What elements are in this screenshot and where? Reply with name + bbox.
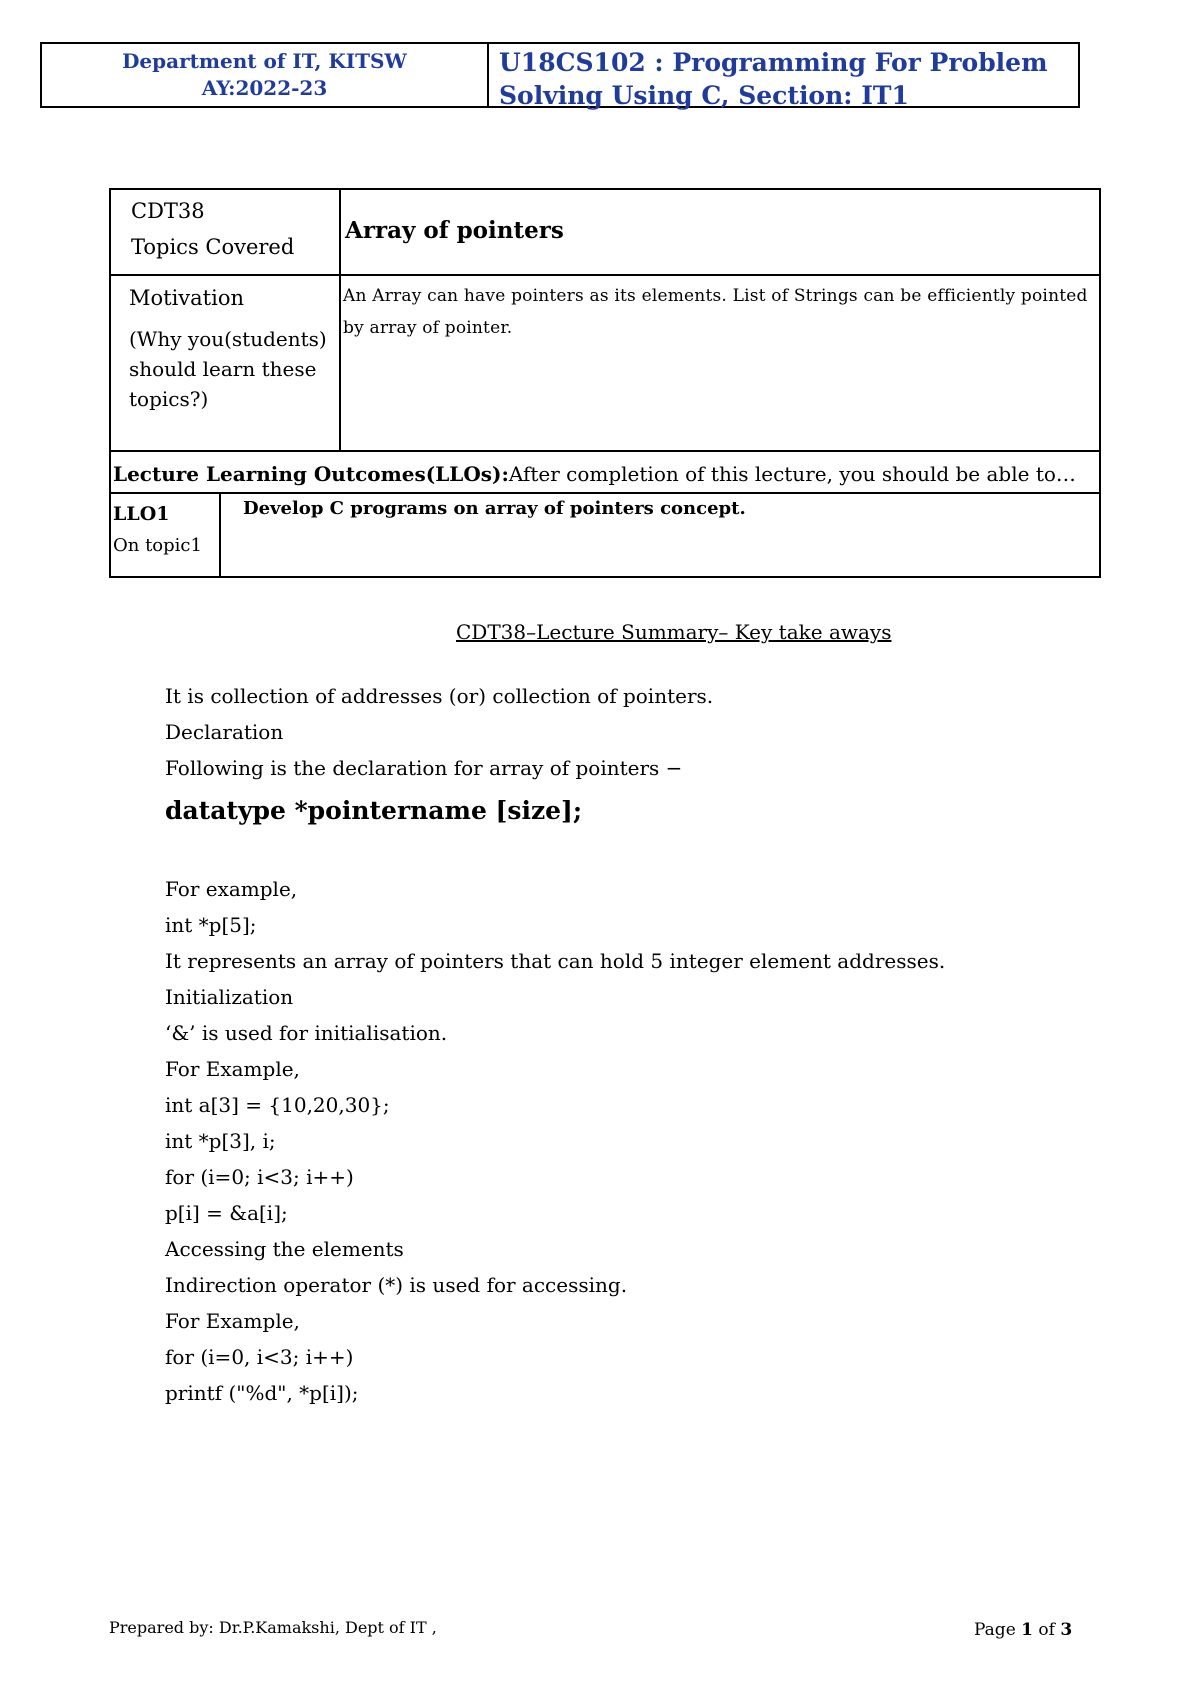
prepared-by: Prepared by: Dr.P.Kamakshi, Dept of IT , (109, 1618, 437, 1637)
llo-text: Develop C programs on array of pointers concept. (243, 498, 746, 519)
code-line: p[i] = &a[i]; (165, 1201, 288, 1225)
summary-title: CDT38–Lecture Summary– Key take aways (456, 620, 892, 644)
code-line: for (i=0, i<3; i++) (165, 1345, 354, 1369)
department-block (42, 44, 489, 106)
summary-line: Initialization (165, 985, 294, 1009)
motivation-value-cell (340, 275, 1100, 451)
course-title-line2: Solving Using C, Section: IT1 (499, 81, 909, 110)
motivation-label: Motivation (129, 286, 245, 310)
topic-row (110, 189, 1100, 275)
llo-text-cell (220, 493, 1100, 577)
page-total: 3 (1060, 1620, 1073, 1640)
course-block (489, 44, 1078, 110)
motivation-why: (Why you(students) should learn these topics?) (129, 327, 327, 411)
summary-line: For example, (165, 877, 298, 901)
code-line: int a[3] = {10,20,30}; (165, 1093, 390, 1117)
page-of-label: of (1033, 1620, 1061, 1640)
code-line: for (i=0; i<3; i++) (165, 1165, 354, 1189)
course-header (40, 42, 1080, 108)
summary-line: For Example, (165, 1309, 300, 1333)
page-label: Page (974, 1620, 1022, 1640)
summary-body (165, 678, 1065, 1411)
summary-line: It is collection of addresses (or) collection of pointers. (165, 684, 714, 708)
motivation-row (110, 275, 1100, 451)
summary-line: Declaration (165, 720, 284, 744)
llo-heading-bold: Lecture Learning Outcomes(LLOs): (113, 462, 509, 486)
code-line: printf ("%d", *p[i]); (165, 1381, 359, 1405)
page-current: 1 (1021, 1620, 1034, 1640)
page-number (974, 1620, 1072, 1640)
llo-heading-cell (110, 451, 1100, 493)
summary-blank-line (165, 833, 1065, 871)
summary-line: For Example, (165, 1057, 300, 1081)
summary-line: Following is the declaration for array of pointers − (165, 756, 683, 780)
summary-line: ‘&’ is used for initialisation. (165, 1021, 448, 1045)
code-line: int *p[5]; (165, 913, 257, 937)
llo-row (110, 493, 1100, 577)
department-name: Department of IT, KITSW (122, 49, 407, 73)
topic-table (109, 188, 1101, 578)
cdt-code: CDT38 (131, 199, 205, 223)
topics-covered-label: Topics Covered (131, 235, 295, 259)
declaration-syntax: datatype *pointername [size]; (165, 796, 583, 825)
llo-heading (111, 452, 1099, 486)
code-line: int *p[3], i; (165, 1129, 276, 1153)
llo-heading-rest: After completion of this lecture, you should be able to… (508, 462, 1076, 486)
course-title-line1: U18CS102 : Programming For Problem (499, 48, 1048, 77)
summary-line: It represents an array of pointers that can hold 5 integer element addresses. (165, 949, 946, 973)
topic-value-cell (340, 189, 1100, 275)
summary-line: Accessing the elements (165, 1237, 404, 1261)
llo-heading-row (110, 451, 1100, 493)
summary-line: Indirection operator (*) is used for accessing. (165, 1273, 628, 1297)
motivation-text: An Array can have pointers as its elements. List of Strings can be efficiently pointed by array of pointer. (343, 286, 1088, 338)
academic-year: AY:2022-23 (201, 76, 328, 100)
topic-title: Array of pointers (345, 217, 564, 244)
motivation-label-cell (110, 275, 340, 451)
llo-id: LLO1 (113, 503, 170, 525)
llo-topic: On topic1 (113, 535, 202, 556)
llo-id-cell (110, 493, 220, 577)
topic-label-cell (110, 189, 340, 275)
